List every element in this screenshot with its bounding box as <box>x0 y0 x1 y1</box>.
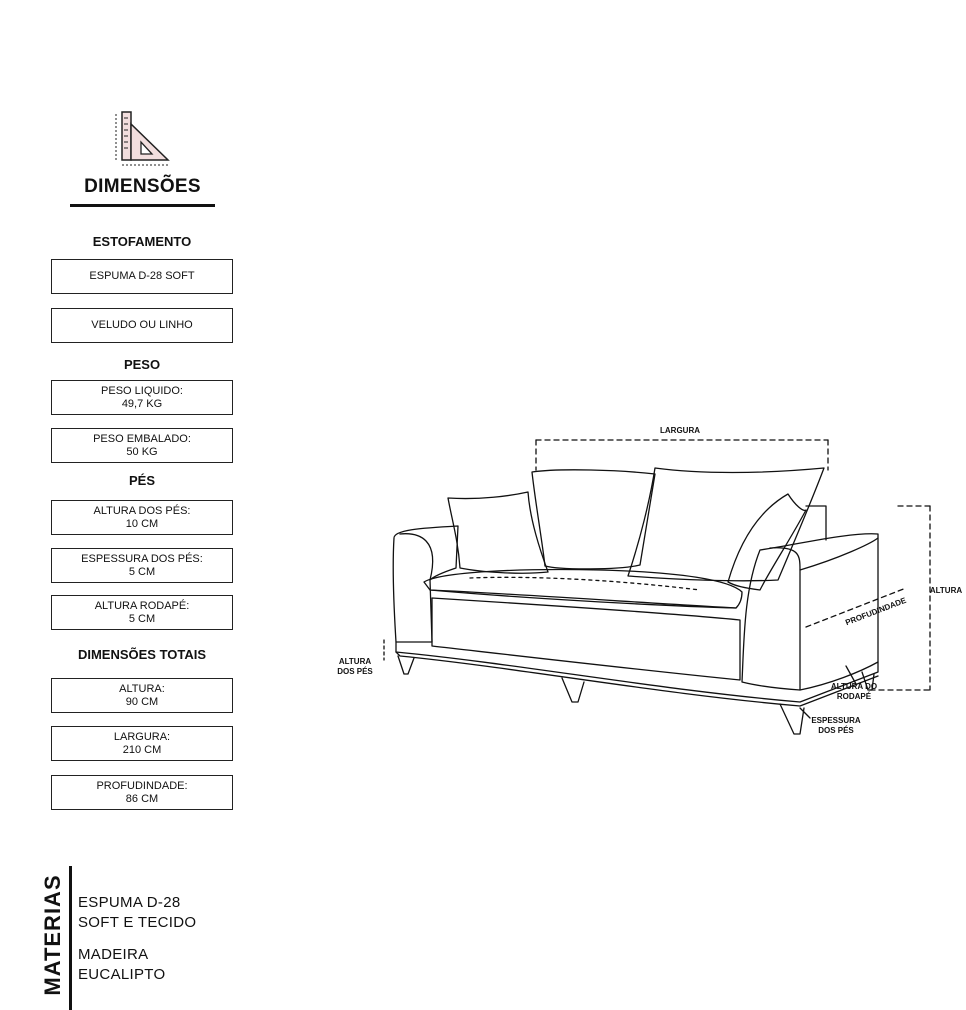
spec-value: 50 KG <box>126 445 158 458</box>
section-title-estofamento: ESTOFAMENTO <box>92 234 192 249</box>
sofa-base <box>396 642 878 702</box>
altura-label: ALTURA <box>929 586 963 595</box>
leg-middle <box>562 678 584 702</box>
seat-stitch <box>470 577 700 590</box>
spec-label: PESO LIQUIDO: <box>101 384 183 397</box>
right-arm <box>742 534 878 690</box>
right-arm-top <box>800 538 878 570</box>
largura-dimension-line <box>536 440 828 470</box>
altura-rodape-label: ALTURA DO RODAPÉ <box>830 682 878 701</box>
left-arm-curve <box>400 534 433 580</box>
spec-value: 86 CM <box>125 792 159 805</box>
page-title: DIMENSÕES <box>84 176 201 197</box>
back-cushion-right <box>628 468 824 581</box>
spec-label: LARGURA: <box>113 730 171 743</box>
backrest-edge <box>806 506 826 540</box>
spec-text: ESPUMA D-28 SOFT <box>89 270 195 282</box>
spec-label: PROFUDINDADE: <box>96 779 188 792</box>
spec-label: ALTURA RODAPÉ: <box>94 599 190 612</box>
section-title-peso: PESO <box>123 357 161 372</box>
spec-value: 5 CM <box>128 612 156 625</box>
leg-front-left <box>398 656 414 674</box>
spec-label: ALTURA: <box>119 682 165 695</box>
spec-text: VELUDO OU LINHO <box>91 319 193 331</box>
altura-pes-label: ALTURA DOS PÉS <box>337 657 373 676</box>
spec-value: 49,7 KG <box>121 397 163 410</box>
spec-value: 90 CM <box>125 695 159 708</box>
spec-value: 10 CM <box>125 517 159 530</box>
sofa-front-panel <box>432 598 740 680</box>
spec-label: PESO EMBALADO: <box>93 432 191 445</box>
espessura-pes-label: ESPESSURA DOS PÉS <box>811 716 861 735</box>
back-cushion-left <box>532 470 655 569</box>
material-foam: ESPUMA D-28 SOFT E TECIDO <box>78 894 197 931</box>
right-arm-front-edge <box>770 548 800 690</box>
spec-value: 210 CM <box>122 743 162 756</box>
spec-label: ESPESSURA DOS PÉS: <box>81 552 203 565</box>
profundidade-label: PROFUDINDADE <box>844 595 908 628</box>
section-title-pes: PÉS <box>128 473 155 488</box>
pillow-left <box>448 492 548 573</box>
spec-label: ALTURA DOS PÉS: <box>93 504 191 517</box>
spec-value: 5 CM <box>128 565 156 578</box>
section-title-dimensoes-totais: DIMENSÕES TOTAIS <box>77 647 207 662</box>
material-wood: MADEIRA EUCALIPTO <box>78 946 166 983</box>
largura-label: LARGURA <box>660 426 700 435</box>
materials-title: MATERIAS <box>40 874 65 996</box>
